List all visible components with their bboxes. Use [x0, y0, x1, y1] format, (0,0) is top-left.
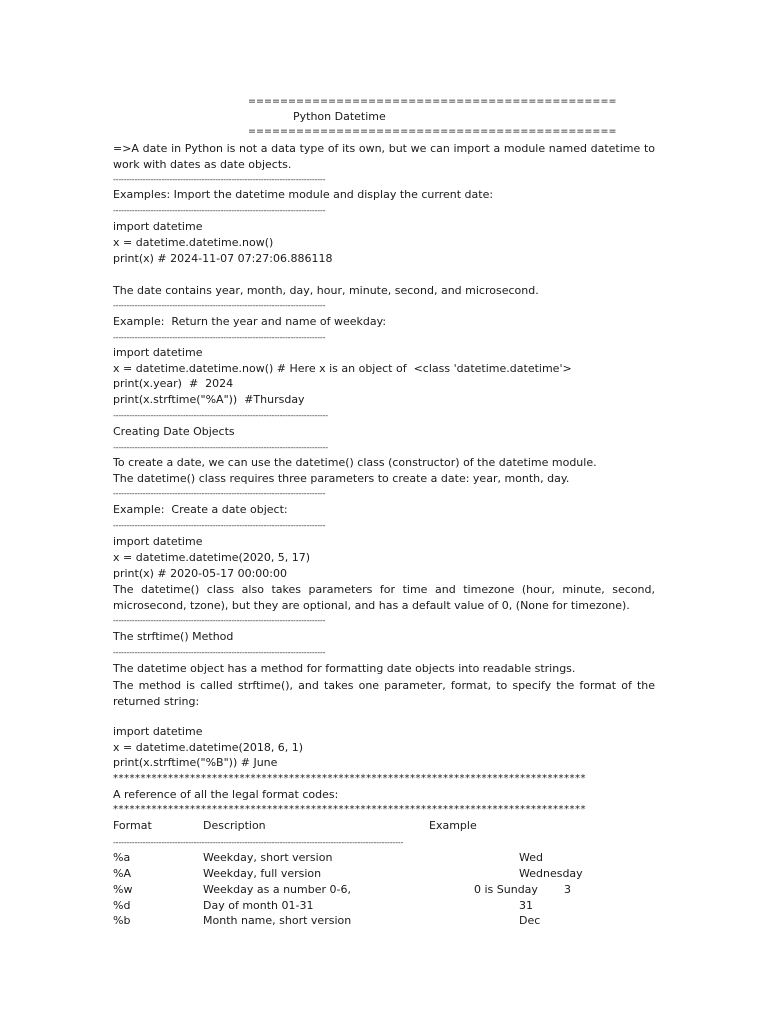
title-rule-top: ==============================================: [248, 96, 617, 107]
format-example: 0 is Sunday: [474, 883, 538, 896]
separator: -------------------------------------------------------------------------------: [113, 521, 326, 530]
column-header-format: Format: [113, 819, 152, 832]
separator: -------------------------------------------------------------------------------: [113, 648, 326, 657]
code-line: print(x.strftime("%A")) #Thursday: [113, 393, 305, 406]
code-line: import datetime: [113, 220, 203, 233]
code-line: x = datetime.datetime(2020, 5, 17): [113, 551, 311, 564]
format-description: Weekday, short version: [203, 851, 333, 864]
example1-heading: Examples: Import the datetime module and display the current date:: [113, 188, 494, 201]
separator: -------------------------------------------------------------------------------: [113, 301, 326, 310]
format-code: %d: [113, 899, 131, 912]
code-line: import datetime: [113, 535, 203, 548]
separator: -------------------------------------------------------------------------------: [113, 333, 326, 342]
format-example: Dec: [519, 914, 541, 927]
strftime-text: The datetime object has a method for formatting date objects into readable strings.: [113, 662, 576, 675]
title-rule-bottom: ==============================================: [248, 126, 617, 137]
format-description: Weekday as a number 0-6,: [203, 883, 351, 896]
format-description: Month name, short version: [203, 914, 352, 927]
code-line: import datetime: [113, 346, 203, 359]
column-header-description: Description: [203, 819, 266, 832]
code-line: import datetime: [113, 725, 203, 738]
code-line: print(x.strftime("%B")) # June: [113, 756, 278, 769]
separator: -------------------------------------------------------------------------------: [113, 206, 326, 215]
separator: --------------------------------------------------------------------------------: [113, 411, 328, 420]
code-line: print(x) # 2024-11-07 07:27:06.886118: [113, 252, 333, 265]
strftime-text: The method is called strftime(), and takes one parameter, format, to specify the format of the returned string:: [113, 679, 655, 708]
separator: --------------------------------------------------------------------------------: [113, 443, 328, 452]
format-description: Weekday, full version: [203, 867, 322, 880]
star-rule: **************************************************************************************: [113, 773, 586, 784]
star-rule: **************************************************************************************: [113, 804, 586, 815]
format-description: Day of month 01-31: [203, 899, 314, 912]
example3-heading: Example: Create a date object:: [113, 503, 288, 516]
table-header-rule: ------------------------------------------------------------------------------------------------------------: [113, 838, 404, 847]
code-line: x = datetime.datetime.now(): [113, 236, 274, 249]
format-code: %b: [113, 914, 131, 927]
separator: -------------------------------------------------------------------------------: [113, 175, 326, 184]
format-code: %a: [113, 851, 131, 864]
creating-text: To create a date, we can use the datetime() class (constructor) of the datetime module.: [113, 456, 597, 469]
example3-note: The datetime() class also takes parameters for time and timezone (hour, minute, second, microsecond, tzone), but they are optional, and has a default value of 0, (None for timezone).: [113, 583, 655, 612]
code-line: x = datetime.datetime(2018, 6, 1): [113, 741, 304, 754]
format-example: Wednesday: [519, 867, 583, 880]
intro-paragraph: =>A date in Python is not a data type of its own, but we can import a module named datetime to work with dates as date objects.: [113, 142, 655, 171]
code-line: print(x) # 2020-05-17 00:00:00: [113, 567, 287, 580]
separator: -------------------------------------------------------------------------------: [113, 489, 326, 498]
format-example: Wed: [519, 851, 543, 864]
example1-note: The date contains year, month, day, hour, minute, second, and microsecond.: [113, 284, 539, 297]
reference-heading: A reference of all the legal format codes:: [113, 788, 339, 801]
creating-heading: Creating Date Objects: [113, 425, 235, 438]
separator: -------------------------------------------------------------------------------: [113, 616, 326, 625]
format-example-extra: 3: [564, 883, 571, 896]
format-code: %w: [113, 883, 133, 896]
strftime-heading: The strftime() Method: [113, 630, 234, 643]
page-title: Python Datetime: [293, 110, 386, 123]
creating-text: The datetime() class requires three parameters to create a date: year, month, day.: [113, 472, 570, 485]
code-line: print(x.year) # 2024: [113, 377, 234, 390]
column-header-example: Example: [429, 819, 477, 832]
format-code: %A: [113, 867, 131, 880]
format-example: 31: [519, 899, 533, 912]
example2-heading: Example: Return the year and name of weekday:: [113, 315, 387, 328]
code-line: x = datetime.datetime.now() # Here x is an object of <class 'datetime.datetime'>: [113, 362, 572, 375]
